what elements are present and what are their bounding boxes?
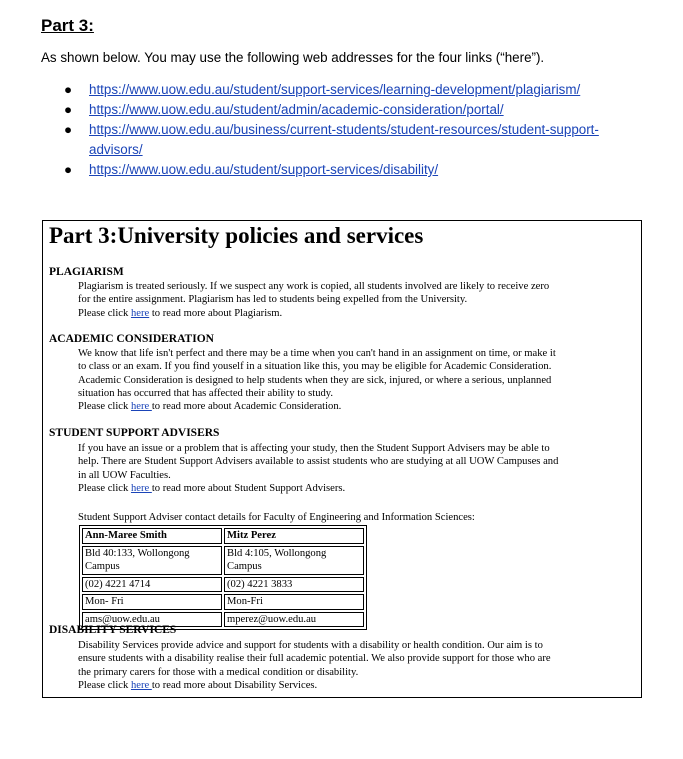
box-title: Part 3:University policies and services: [49, 223, 424, 248]
list-item: [62, 160, 652, 180]
body-line: If you have an issue or a problem that is affecting your study, then the Student Support Advisers may be able to: [78, 443, 550, 454]
read-more-line: Please click here to read more about Plagiarism.: [78, 307, 283, 319]
plagiarism-url-link[interactable]: https://www.uow.edu.au/student/support-services/learning-development/plagiarism/: [89, 82, 581, 97]
table-row: [82, 528, 364, 544]
contact-name: Mitz Perez: [224, 528, 364, 544]
bullet-icon: ●: [63, 102, 73, 117]
plagiarism-body: [78, 280, 618, 320]
academic-consideration-heading: ACADEMIC CONSIDERATION: [49, 333, 214, 345]
academic-consideration-body: [78, 347, 618, 413]
disability-services-here-link[interactable]: here: [130, 679, 152, 691]
contact-name: Ann-Maree Smith: [82, 528, 222, 544]
body-line: in all UOW Faculties.: [78, 469, 171, 481]
page-title: Part 3:: [41, 16, 94, 35]
bullet-icon: ●: [63, 122, 73, 137]
academic-consideration-here-link[interactable]: here: [130, 401, 152, 413]
support-advisors-url-link[interactable]: https://www.uow.edu.au/business/current-students/student-resources/student-support-advisors/: [89, 122, 599, 157]
read-more-line: Please click here to read more about Student Support Advisers.: [78, 482, 346, 494]
list-item: [62, 120, 652, 160]
bullet-icon: ●: [63, 162, 73, 177]
body-line: ensure students with a disability realise their full academic potential. We also provide support for those who are: [78, 653, 551, 665]
plagiarism-heading: PLAGIARISM: [49, 266, 124, 278]
disability-url-link[interactable]: https://www.uow.edu.au/student/support-services/disability/: [89, 162, 439, 177]
body-line: for the entire assignment. Plagiarism has led to students being expelled from the University.: [78, 294, 468, 306]
body-line: Academic Consideration is designed to help students when they are sick, injured, or where a serious, unplanned: [78, 374, 552, 386]
bullet-icon: ●: [63, 82, 73, 97]
example-page-box: [42, 220, 642, 698]
body-line: Plagiarism is treated seriously. If we suspect any work is copied, all students involved are likely to receive zero: [78, 281, 550, 292]
contact-email: mperez@uow.edu.au: [224, 612, 364, 628]
body-line: the primary carers for those with a medical condition or disability.: [78, 666, 359, 678]
contact-table: [79, 525, 367, 630]
contact-location: Bld 40:133, Wollongong Campus: [82, 546, 222, 575]
link-list: [62, 80, 652, 180]
contact-phone: (02) 4221 4714: [82, 577, 222, 593]
support-advisers-body: [78, 442, 618, 495]
body-line: to class or an exam. If you find youself in a situation like this, you may be eligible for Academic Consideration.: [78, 361, 552, 373]
body-line: help. There are Student Support Advisers available to assist students who are studying at all UOW Campuses and: [78, 456, 559, 468]
read-more-line: Please click here to read more about Academic Consideration.: [78, 401, 342, 413]
support-advisers-heading: STUDENT SUPPORT ADVISERS: [49, 427, 220, 439]
academic-consideration-url-link[interactable]: https://www.uow.edu.au/student/admin/academic-consideration/portal/: [89, 102, 504, 117]
plagiarism-here-link[interactable]: here: [130, 307, 150, 319]
body-line: situation has occurred that has affected their ability to study.: [78, 387, 334, 399]
contact-hours: Mon- Fri: [82, 594, 222, 610]
support-advisers-here-link[interactable]: here: [130, 482, 152, 494]
contact-location: Bld 4:105, Wollongong Campus: [224, 546, 364, 575]
read-more-line: Please click here to read more about Disability Services.: [78, 679, 318, 691]
list-item: [62, 100, 652, 120]
contact-caption: Student Support Adviser contact details for Faculty of Engineering and Information Sciences:: [78, 512, 475, 523]
intro-text: As shown below. You may use the following web addresses for the four links (“here”).: [41, 50, 545, 65]
table-row: [82, 546, 364, 575]
contact-hours: Mon-Fri: [224, 594, 364, 610]
list-item: [62, 80, 652, 100]
body-line: We know that life isn't perfect and there may be a time when you can't hand in an assignment on time, or make it: [78, 348, 556, 359]
table-row: [82, 594, 364, 610]
disability-services-body: [78, 639, 618, 692]
contact-phone: (02) 4221 3833: [224, 577, 364, 593]
disability-services-heading: DISABILITY SERVICES: [49, 624, 177, 636]
contact-email: ams@uow.edu.au: [82, 612, 222, 628]
table-row: [82, 577, 364, 593]
body-line: Disability Services provide advice and support for students with a disability or health condition. Our aim is to: [78, 640, 543, 651]
